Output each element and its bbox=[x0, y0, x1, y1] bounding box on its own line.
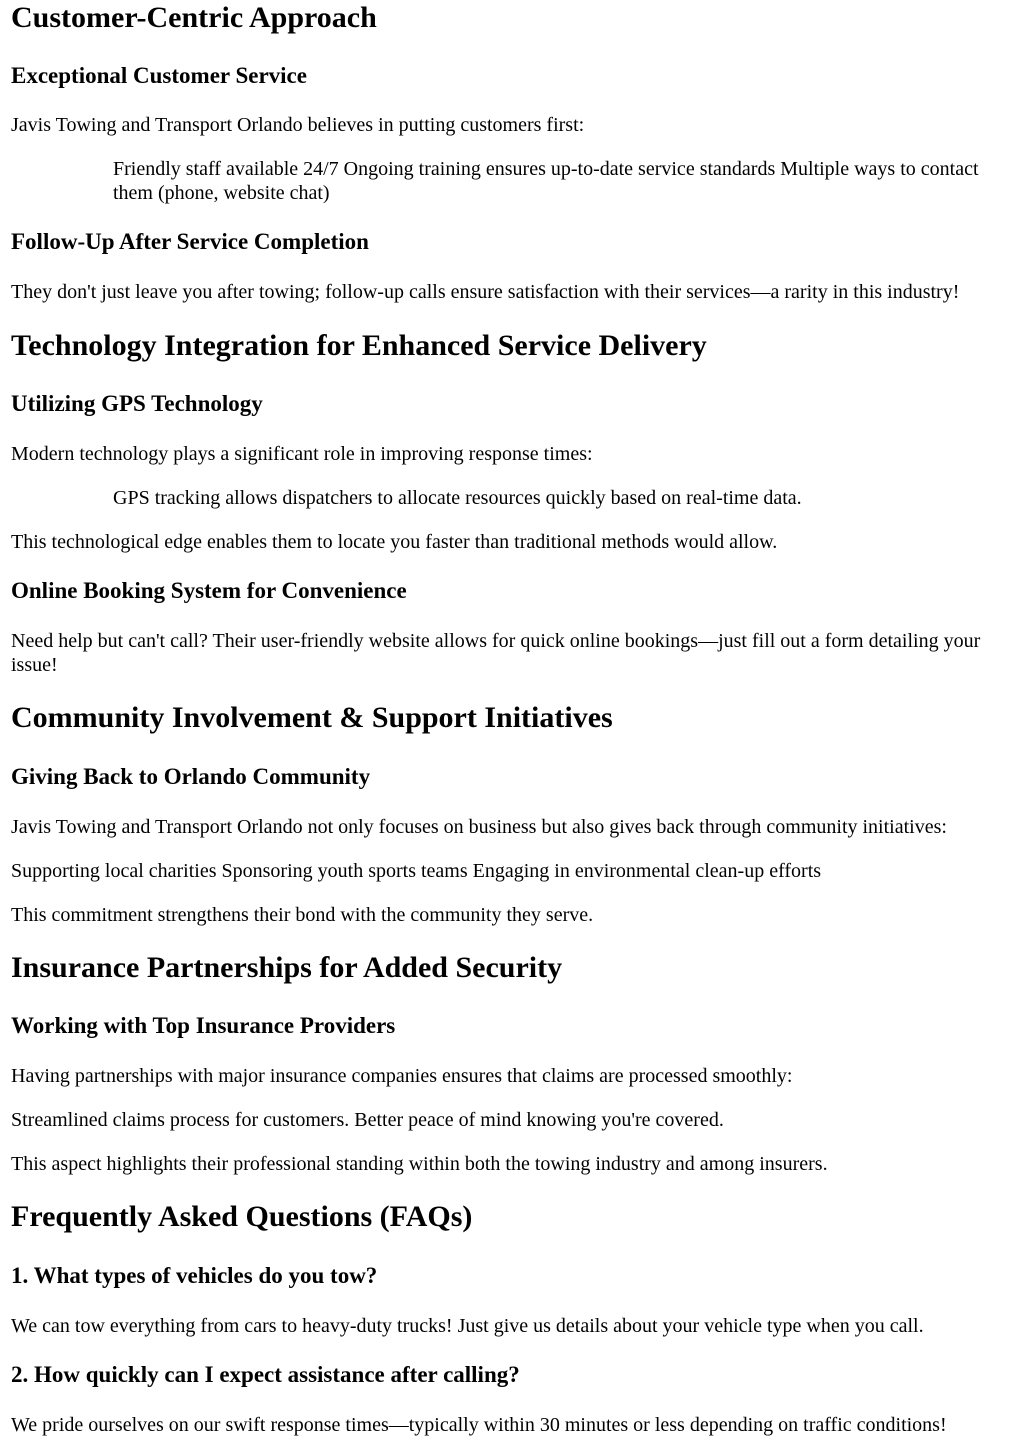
subheading-gps: Utilizing GPS Technology bbox=[11, 391, 263, 416]
paragraph: Streamlined claims process for customers. Better peace of mind knowing you're covered. bbox=[11, 1109, 724, 1131]
faq-answer: We can tow everything from cars to heavy-duty trucks! Just give us details about your vehicle type when you call. bbox=[11, 1315, 924, 1337]
paragraph: Javis Towing and Transport Orlando not only focuses on business but also gives back through community initiatives: bbox=[11, 816, 947, 838]
subheading-giving-back: Giving Back to Orlando Community bbox=[11, 764, 371, 789]
subheading-exceptional-service: Exceptional Customer Service bbox=[11, 63, 307, 88]
faq-question: 2. How quickly can I expect assistance after calling? bbox=[11, 1362, 520, 1387]
faq-question: 1. What types of vehicles do you tow? bbox=[11, 1263, 378, 1288]
paragraph: Need help but can't call? Their user-friendly website allows for quick online bookings—just fill out a form detailing your issue! bbox=[11, 630, 981, 676]
subheading-follow-up: Follow-Up After Service Completion bbox=[11, 229, 369, 254]
blockquote: GPS tracking allows dispatchers to allocate resources quickly based on real-time data. bbox=[113, 487, 802, 509]
paragraph: Javis Towing and Transport Orlando believes in putting customers first: bbox=[11, 114, 585, 136]
section-heading-technology: Technology Integration for Enhanced Service Delivery bbox=[11, 329, 707, 362]
paragraph: This aspect highlights their professional standing within both the towing industry and among insurers. bbox=[11, 1153, 828, 1175]
section-heading-insurance: Insurance Partnerships for Added Security bbox=[11, 951, 563, 984]
section-heading-customer: Customer-Centric Approach bbox=[11, 1, 377, 34]
subheading-insurance-providers: Working with Top Insurance Providers bbox=[11, 1013, 396, 1038]
section-heading-faq: Frequently Asked Questions (FAQs) bbox=[11, 1200, 473, 1233]
subheading-online-booking: Online Booking System for Convenience bbox=[11, 578, 407, 603]
blockquote: Friendly staff available 24/7 Ongoing training ensures up-to-date service standards Multiple ways to contact them (phone, website chat) bbox=[113, 158, 979, 204]
section-heading-community: Community Involvement & Support Initiatives bbox=[11, 701, 613, 734]
paragraph: Supporting local charities Sponsoring youth sports teams Engaging in environmental clean-up efforts bbox=[11, 860, 822, 882]
paragraph: Modern technology plays a significant role in improving response times: bbox=[11, 443, 593, 465]
paragraph: They don't just leave you after towing; follow-up calls ensure satisfaction with their services—a rarity in this industry! bbox=[11, 281, 960, 303]
paragraph: Having partnerships with major insurance companies ensures that claims are processed smoothly: bbox=[11, 1065, 793, 1087]
paragraph: This commitment strengthens their bond with the community they serve. bbox=[11, 904, 594, 926]
paragraph: This technological edge enables them to locate you faster than traditional methods would allow. bbox=[11, 531, 778, 553]
faq-answer: We pride ourselves on our swift response times—typically within 30 minutes or less depending on traffic conditions! bbox=[11, 1414, 947, 1436]
